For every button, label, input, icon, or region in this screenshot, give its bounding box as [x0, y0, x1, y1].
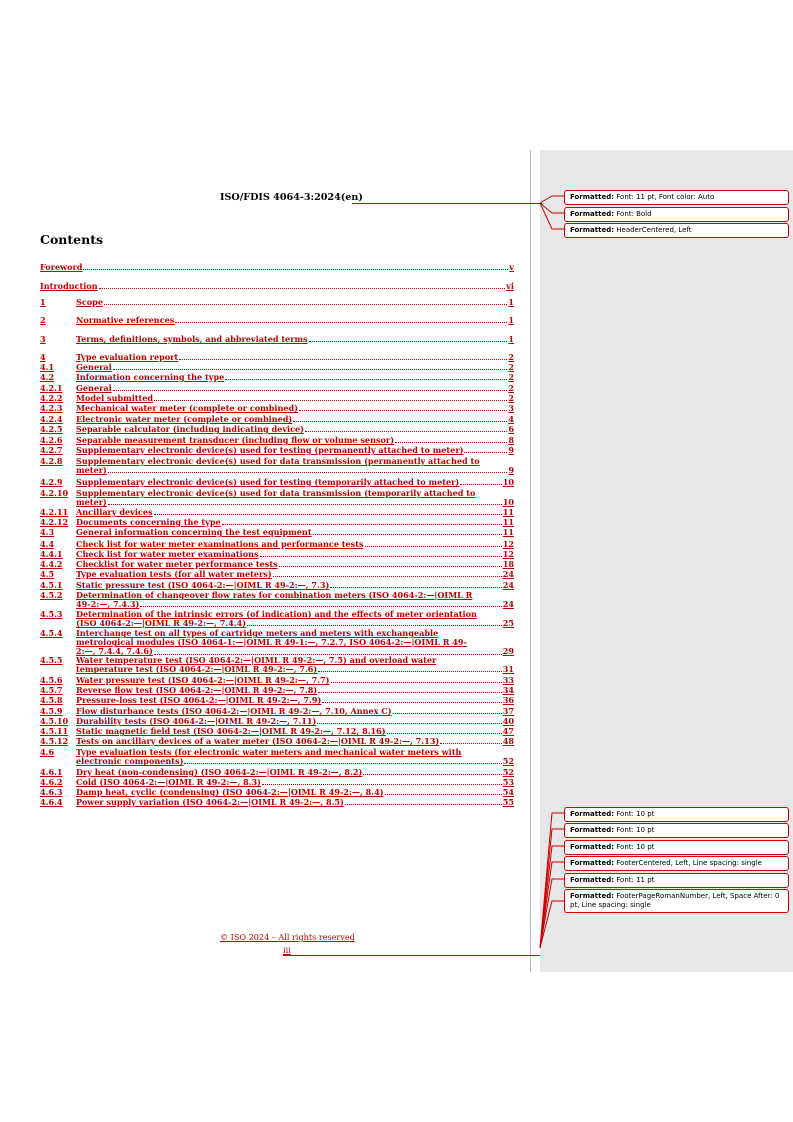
- toc-entry-title: metrological modules (ISO 4064-1:—|OIML R 49-1:—, 7.2.7, ISO 4064-2:—|OIML R 49-: [76, 637, 467, 648]
- toc-entry-page: 2: [508, 362, 514, 372]
- toc-entry-page: 2: [508, 393, 514, 403]
- toc-entry-number: 4.5.3: [40, 609, 63, 619]
- toc-entry-page: 1: [508, 297, 514, 307]
- toc-entry-page: 54: [502, 787, 514, 797]
- footer-copyright: © ISO 2024 – All rights reserved: [220, 932, 355, 942]
- toc-entry-title: Electronic water meter (complete or combined): [76, 414, 293, 424]
- toc-entry-page: 12: [502, 549, 514, 559]
- contents-heading: Contents: [40, 232, 104, 247]
- toc-entry-number: 4.6.4: [40, 797, 63, 807]
- toc-entry-number: 4.2.12: [40, 517, 69, 527]
- toc-entry-title: Dry heat (non-condensing) (ISO 4064-2:—|OIML R 49-2:—, 8.2): [76, 767, 363, 777]
- toc-entry-title: Reverse flow test (ISO 4064-2:—|OIML R 49-2:—, 7.8): [76, 685, 318, 695]
- comment-text: Font: Bold: [614, 210, 652, 218]
- toc-entry-title: Documents concerning the type: [76, 517, 221, 527]
- toc-entry-title: Flow disturbance tests (ISO 4064-2:—|OIML R 49-2:—, 7.10, Annex C): [76, 706, 392, 716]
- toc-entry-page: 12: [502, 539, 514, 549]
- toc-entry-title: Foreword: [40, 262, 83, 272]
- toc-entry-number: 4.2.4: [40, 414, 63, 424]
- toc-entry-number: 4.5.8: [40, 695, 63, 705]
- toc-entry-page: 48: [502, 736, 514, 746]
- toc-entry-number: 4.6: [40, 747, 55, 757]
- toc-entry-title: Information concerning the type: [76, 372, 225, 382]
- toc-entry-title: Water temperature test (ISO 4064-2:—|OIML R 49-2:—, 7.5) and overload water: [76, 655, 437, 665]
- toc-entry-page: 34: [502, 685, 514, 695]
- comment-label: Formatted:: [570, 826, 615, 834]
- toc-entry-number: 1: [40, 297, 46, 307]
- toc-entry-title: Damp heat, cyclic (condensing) (ISO 4064-2:—|OIML R 49-2:—, 8.4): [76, 787, 384, 797]
- comment-text: Font: 10 pt: [614, 826, 655, 834]
- toc-entry-number: 4.5.4: [40, 628, 63, 638]
- toc-entry-title: 49-2:—, 7.4.3): [76, 599, 140, 610]
- toc-entry-title: Check list for water meter examinations and performance tests: [76, 539, 364, 549]
- toc-entry-title: Type evaluation tests (for electronic water meters and mechanical water meters with: [76, 747, 462, 757]
- toc-entry-page: 55: [502, 797, 514, 807]
- toc-entry-page: 6: [508, 424, 514, 434]
- toc-entry-title: Static pressure test (ISO 4064-2:—|OIML R 49-2:—, 7.3): [76, 580, 330, 590]
- comment-label: Formatted:: [570, 876, 615, 884]
- toc-entry-number: 4.5.6: [40, 675, 63, 685]
- toc-entry-title: Determination of changeover flow rates for combination meters (ISO 4064-2:—|OIML R: [76, 590, 473, 600]
- toc-entry-number: 4.5.1: [40, 580, 63, 590]
- toc-entry-title: meter): [76, 465, 107, 476]
- toc-entry-page: 4: [508, 414, 514, 424]
- toc-entry-page: 2: [508, 352, 514, 362]
- toc-entry-title: Type evaluation report: [76, 352, 179, 362]
- toc-entry-title: Supplementary electronic device(s) used for data transmission (temporarily attached to: [76, 488, 476, 498]
- comment-text: Font: 10 pt: [614, 843, 655, 851]
- comment-label: Formatted:: [570, 226, 615, 234]
- toc-entry-page: 10: [502, 477, 514, 487]
- toc-entry-number: 4.4.2: [40, 559, 63, 569]
- toc-entry-page: 24: [502, 580, 514, 590]
- comment-text: HeaderCentered, Left: [614, 226, 692, 234]
- comment-text: Font: 11 pt: [614, 876, 655, 884]
- toc-entry-title: Power supply variation (ISO 4064-2:—|OIML R 49-2:—, 8.5): [76, 797, 344, 807]
- toc-entry-title: Cold (ISO 4064-2:—|OIML R 49-2:—, 8.3): [76, 777, 261, 787]
- toc-entry-title: Tests on ancillary devices of a water meter (ISO 4064-2:—|OIML R 49-2:—, 7.13): [76, 736, 440, 746]
- toc-entry-title: Supplementary electronic device(s) used for data transmission (permanently attached to: [76, 456, 480, 466]
- toc-entry-number: 4.4: [40, 539, 55, 549]
- toc-entry-number: 4.5.2: [40, 590, 63, 600]
- toc-entry-page: 2: [508, 372, 514, 382]
- toc-entry-title: Model submitted: [76, 393, 154, 403]
- toc-entry-number: 4.4.1: [40, 549, 63, 559]
- toc-entry-title: Introduction: [40, 281, 98, 291]
- comment-label: Formatted:: [570, 193, 615, 201]
- toc-entry-title: Mechanical water meter (complete or combined): [76, 403, 298, 413]
- toc-entry-title: Pressure-loss test (ISO 4064-2:—|OIML R 49-2:—, 7.9): [76, 695, 322, 705]
- toc-entry-page: 9: [508, 445, 514, 455]
- toc-entry-number: 3: [40, 334, 46, 344]
- toc-entry-page: 1: [508, 334, 514, 344]
- toc-entry-page: 53: [502, 777, 514, 787]
- toc-entry-title: 2:—, 7.4.4, 7.4.6): [76, 646, 153, 657]
- toc-entry-page: 24: [502, 569, 514, 579]
- toc-entry-title: Interchange test on all types of cartridge meters and meters with exchangeable: [76, 628, 439, 638]
- comment-label: Formatted:: [570, 892, 615, 900]
- toc-entry-page: 33: [502, 675, 514, 685]
- toc-entry-page: 29: [502, 646, 514, 657]
- toc-entry-number: 4.2.6: [40, 435, 63, 445]
- toc-entry-title: temperature test (ISO 4064-2:—|OIML R 49-2:—, 7.6): [76, 664, 318, 675]
- toc-entry-number: 4.2.7: [40, 445, 63, 455]
- toc-entry-page: 31: [502, 664, 514, 675]
- toc-entry-title: Durability tests (ISO 4064-2:—|OIML R 49-2:—, 7.11): [76, 716, 317, 726]
- comment-label: Formatted:: [570, 210, 615, 218]
- toc-entry-number: 4.2.1: [40, 383, 63, 393]
- toc-entry-number: 4.3: [40, 527, 55, 537]
- toc-entry-number: 4: [40, 352, 46, 362]
- toc-entry-number: 2: [40, 315, 46, 325]
- toc-entry-title: Static magnetic field test (ISO 4064-2:—|OIML R 49-2:—, 7.12, 8.16): [76, 726, 386, 736]
- toc-entry-title: Determination of the intrinsic errors (of indication) and the effects of meter orientation: [76, 609, 477, 619]
- toc-entry-title: meter): [76, 497, 107, 508]
- toc-entry-number: 4.2.11: [40, 507, 69, 517]
- toc-entry-number: 4.2.5: [40, 424, 63, 434]
- comment-text: FooterPageRomanNumber, Left, Space After: 0 pt, Line spacing: single: [570, 892, 780, 909]
- toc-entry-number: 4.5.10: [40, 716, 69, 726]
- toc-entry-page: v: [509, 262, 514, 272]
- toc-entry-title: Terms, definitions, symbols, and abbreviated terms: [76, 334, 308, 344]
- toc-entry-number: 4.2.10: [40, 488, 69, 498]
- toc-entry-title: Type evaluation tests (for all water meters): [76, 569, 272, 579]
- toc-entry-title: Normative references: [76, 315, 175, 325]
- toc-entry-page: 2: [508, 383, 514, 393]
- toc-entry-page: 36: [502, 695, 514, 705]
- toc-entry-page: 37: [502, 706, 514, 716]
- toc-entry-title: Supplementary electronic device(s) used for testing (temporarily attached to meter): [76, 477, 460, 487]
- toc-entry-title: electronic components): [76, 756, 184, 767]
- toc-entry-page: 11: [502, 517, 514, 527]
- toc-entry-number: 4.2.8: [40, 456, 63, 466]
- toc-entry-number: 4.5.7: [40, 685, 63, 695]
- toc-entry-title: Water pressure test (ISO 4064-2:—|OIML R 49-2:—, 7.7): [76, 675, 330, 685]
- toc-entry-page: 1: [508, 315, 514, 325]
- toc-entry-title: Checklist for water meter performance tests: [76, 559, 278, 569]
- toc-entry-page: 52: [502, 767, 514, 777]
- toc-entry-number: 4.6.2: [40, 777, 63, 787]
- toc-entry-page: 11: [502, 527, 514, 537]
- toc-entry-page: 24: [502, 599, 514, 610]
- toc-entry-page: 3: [508, 403, 514, 413]
- footer-page-number: iii: [283, 945, 291, 955]
- toc-entry-title: Check list for water meter examinations: [76, 549, 259, 559]
- toc-entry-page: 40: [502, 716, 514, 726]
- toc-entry-title: General: [76, 362, 112, 372]
- toc-entry-number: 4.5.11: [40, 726, 69, 736]
- comment-text: Font: 11 pt, Font color: Auto: [614, 193, 715, 201]
- toc-entry-title: General: [76, 383, 112, 393]
- toc-entry-page: 8: [508, 435, 514, 445]
- comment-label: Formatted:: [570, 859, 615, 867]
- toc-entry-number: 4.6.1: [40, 767, 63, 777]
- toc-entry-page: 18: [502, 559, 514, 569]
- toc-entry-number: 4.2.3: [40, 403, 63, 413]
- toc-entry-title: Separable measurement transducer (including flow or volume sensor): [76, 435, 395, 445]
- toc-entry-title: (ISO 4064-2:—|OIML R 49-2:—, 7.4.4): [76, 618, 247, 629]
- toc-entry-page: 10: [502, 497, 514, 508]
- toc-entry-page: 47: [502, 726, 514, 736]
- toc-entry-number: 4.1: [40, 362, 55, 372]
- comment-label: Formatted:: [570, 810, 615, 818]
- toc-entry-number: 4.2.9: [40, 477, 63, 487]
- toc-entry-page: 11: [502, 507, 514, 517]
- toc-entry-number: 4.6.3: [40, 787, 63, 797]
- toc-entry-page: 9: [508, 465, 514, 476]
- document-header: ISO/FDIS 4064-3:2024(en): [220, 192, 363, 203]
- toc-entry-title: General information concerning the test equipment: [76, 527, 312, 537]
- toc-entry-number: 4.5.9: [40, 706, 63, 716]
- comment-text: Font: 10 pt: [614, 810, 655, 818]
- comment-text: FooterCentered, Left, Line spacing: single: [614, 859, 762, 867]
- toc-entry-number: 4.2.2: [40, 393, 63, 403]
- toc-entry-number: 4.5.12: [40, 736, 69, 746]
- toc-entry-page: 25: [502, 618, 514, 629]
- toc-entry-title: Separable calculator (including indicating device): [76, 424, 305, 434]
- toc-entry-page: 52: [502, 756, 514, 767]
- toc-entry-title: Scope: [76, 297, 103, 307]
- toc-entry-number: 4.5: [40, 569, 55, 579]
- toc-entry-title: Supplementary electronic device(s) used for testing (permanently attached to meter): [76, 445, 464, 455]
- toc-entry-number: 4.2: [40, 372, 55, 382]
- toc-entry-title: Ancillary devices: [76, 507, 153, 517]
- toc-entry-number: 4.5.5: [40, 655, 63, 665]
- toc-entry-page: vi: [506, 281, 514, 291]
- comment-label: Formatted:: [570, 843, 615, 851]
